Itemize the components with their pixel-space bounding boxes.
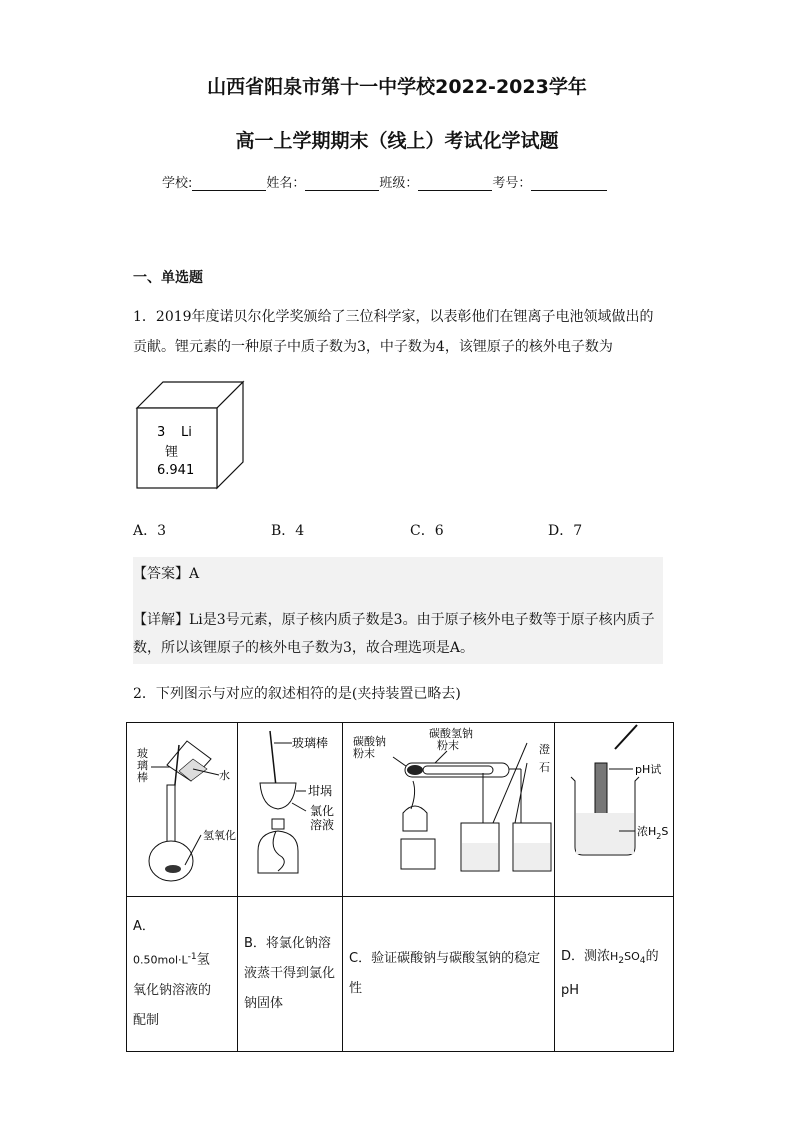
option-a: A．3 bbox=[133, 523, 167, 539]
label-crucible: 坩埚 bbox=[308, 784, 333, 798]
label-lime-1: 澄 bbox=[539, 743, 550, 756]
label-nahco3-2: 粉末 bbox=[437, 739, 459, 752]
svg-text:棒: 棒 bbox=[137, 771, 148, 784]
figure-a bbox=[127, 723, 237, 892]
figure-table bbox=[126, 722, 674, 1052]
figure-b bbox=[238, 723, 342, 892]
exam-no-blank bbox=[531, 176, 607, 191]
element-card bbox=[135, 378, 245, 490]
answer-text: 【答案】A bbox=[133, 566, 200, 582]
name-label: 姓名： bbox=[266, 176, 306, 191]
figure-b-cell bbox=[238, 723, 343, 897]
element-symbol: Li bbox=[181, 425, 192, 440]
svg-text:玻: 玻 bbox=[137, 747, 148, 760]
question-1-text: 1．2019年度诺贝尔化学奖颁给了三位科学家，以表彰他们在锂离子电池领域做出的贡献。锂元素的一种原子中质子数为3，中子数为4，该锂原子的核外电子数为 bbox=[133, 309, 654, 355]
exam-no-label: 考号： bbox=[492, 176, 532, 191]
figure-c bbox=[343, 723, 554, 892]
school-blank bbox=[192, 176, 266, 191]
label-na2co3-2: 粉末 bbox=[353, 747, 375, 760]
label-nahco3-1: 碳酸氢钠 bbox=[429, 727, 473, 740]
caption-c: C．验证碳酸钠与碳酸氢钠的稳定性 bbox=[343, 897, 555, 1052]
page-title: 山西省阳泉市第十一中学校2022-2023学年 bbox=[207, 76, 587, 98]
label-ph: pH试 bbox=[635, 763, 662, 776]
section-title: 一、单选题 bbox=[133, 270, 203, 286]
caption-b: B．将氯化钠溶液蒸干得到氯化钠固体 bbox=[238, 897, 343, 1052]
caption-a: A． $0.50mol\cdot L^{-1}$氢 氧化钠溶液的 配制 bbox=[127, 897, 238, 1052]
class-label: 班级： bbox=[379, 176, 419, 191]
student-info bbox=[162, 172, 607, 191]
explanation-text: 【详解】Li是3号元素，原子核内质子数是3。由于原子核外电子数等于原子核内质子数，所以该锂原子的核外电子数为3，故合理选项是A。 bbox=[133, 612, 655, 656]
svg-text:璃: 璃 bbox=[137, 759, 148, 772]
label-naoh: 氢氧化 bbox=[203, 829, 236, 842]
caption-d: D．测浓$H_2SO_4$的 pH bbox=[555, 897, 674, 1052]
page-subtitle: 高一上学期期末（线上）考试化学试题 bbox=[235, 130, 559, 152]
label-sol2: 溶液 bbox=[310, 818, 335, 832]
question-2-text: 2．下列图示与对应的叙述相符的是(夹持装置已略去) bbox=[133, 686, 461, 702]
label-water: 水 bbox=[219, 769, 230, 782]
label-acid: 浓$H_2S$ bbox=[637, 825, 669, 841]
label-lime-2: 石 bbox=[539, 761, 550, 774]
school-label: 学校: bbox=[162, 176, 193, 191]
figure-d bbox=[555, 723, 673, 892]
option-b: B．4 bbox=[271, 523, 305, 539]
class-blank bbox=[418, 176, 492, 191]
option-d: D．7 bbox=[548, 523, 583, 539]
figure-a-cell bbox=[127, 723, 238, 897]
label-sol1: 氯化 bbox=[310, 804, 335, 818]
element-name: 锂 bbox=[165, 445, 179, 460]
label-rod-b: 玻璃棒 bbox=[292, 736, 329, 750]
label-na2co3-1: 碳酸钠 bbox=[353, 735, 386, 748]
figure-c-cell bbox=[343, 723, 555, 897]
element-mass: 6.941 bbox=[157, 463, 195, 478]
figure-d-cell bbox=[555, 723, 674, 897]
name-blank bbox=[305, 176, 379, 191]
element-number: 3 bbox=[157, 425, 166, 440]
option-c: C．6 bbox=[410, 523, 444, 539]
